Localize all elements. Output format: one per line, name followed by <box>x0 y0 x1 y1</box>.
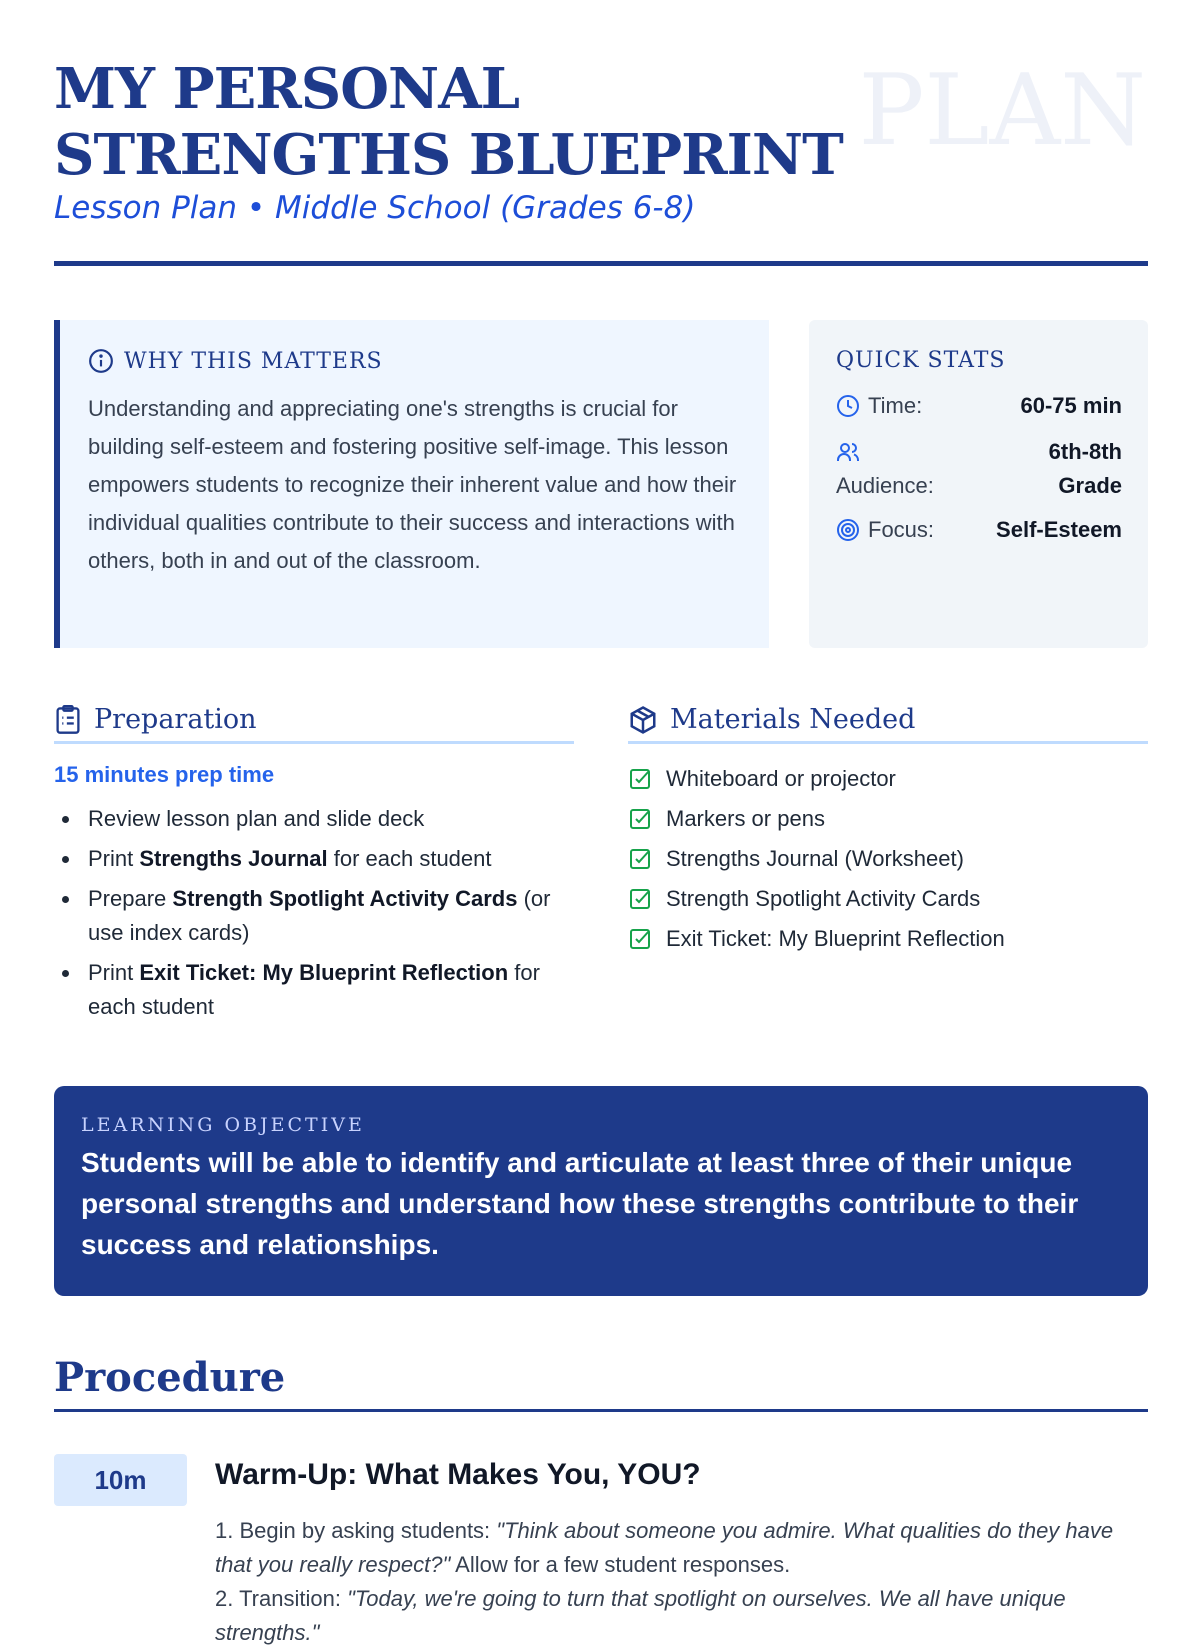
preparation-section <box>54 704 574 1030</box>
watermark: PLAN <box>858 54 1146 168</box>
stat-focus-value: Self-Esteem <box>996 517 1122 542</box>
page-title: MY PERSONAL STRENGTHS BLUEPRINT <box>54 56 843 188</box>
materials-heading <box>628 704 1148 744</box>
procedure-heading: Procedure <box>54 1354 1148 1412</box>
why-this-matters-callout <box>54 320 769 648</box>
list-item: Whiteboard or projector <box>628 762 1148 796</box>
preparation-list <box>54 802 574 1024</box>
materials-section <box>628 704 1148 962</box>
checkbox-icon <box>628 927 652 951</box>
checkbox-icon <box>628 887 652 911</box>
stat-audience-value-line1: 6th-8th <box>1048 439 1122 464</box>
preparation-heading-text: Preparation <box>94 704 257 735</box>
why-heading-text: WHY THIS MATTERS <box>124 348 383 374</box>
stat-focus-label: Focus: <box>868 517 935 542</box>
objective-heading: LEARNING OBJECTIVE <box>81 1114 365 1136</box>
stat-audience-value <box>1049 435 1122 503</box>
learning-objective-banner <box>54 1086 1148 1296</box>
list-item: Exit Ticket: My Blueprint Reflection <box>628 922 1148 956</box>
stats-heading: QUICK STATS <box>836 348 1006 373</box>
users-icon <box>836 435 934 469</box>
objective-text: Students will be able to identify and articulate at least three of their unique personal strengths and understand how these strengths contribute to their success and relationships. <box>81 1147 1079 1260</box>
clock-icon <box>836 394 860 418</box>
package-icon <box>628 705 658 735</box>
target-icon <box>836 518 860 542</box>
list-item: Strength Spotlight Activity Cards <box>628 882 1148 916</box>
list-item: Print Strengths Journal for each student <box>54 842 574 876</box>
materials-list <box>628 762 1148 956</box>
checkbox-icon <box>628 807 652 831</box>
list-item: Print Exit Ticket: My Blueprint Reflection for each student <box>54 956 574 1024</box>
list-item: Strengths Journal (Worksheet) <box>628 842 1148 876</box>
stat-audience <box>836 435 1122 503</box>
why-text: Understanding and appreciating one's strengths is crucial for building self-esteem and fostering positive self-image. This lesson empowers students to recognize their inherent value and how their individual qualities contribute to their success and interactions with others, both in and out of the classroom. <box>88 396 737 573</box>
list-item: Markers or pens <box>628 802 1148 836</box>
list-item: Review lesson plan and slide deck <box>54 802 574 836</box>
stat-time <box>836 389 1122 423</box>
clipboard-icon <box>54 705 82 735</box>
preparation-heading <box>54 704 574 744</box>
checkbox-icon <box>628 847 652 871</box>
why-heading <box>88 348 741 374</box>
stat-time-label: Time: <box>868 393 923 418</box>
checkbox-icon <box>628 767 652 791</box>
stat-focus <box>836 513 1122 547</box>
step-duration-badge: 10m <box>54 1454 187 1506</box>
step-instruction-2: 2. Transition: "Today, we're going to turn that spotlight on ourselves. We all have unique strengths." <box>215 1586 1066 1645</box>
stat-audience-value-line2: Grade <box>1058 473 1122 498</box>
stat-time-value: 60-75 min <box>1020 393 1122 418</box>
materials-heading-text: Materials Needed <box>670 704 916 735</box>
stat-audience-label: Audience: <box>836 473 934 498</box>
step-instruction-1: 1. Begin by asking students: "Think about someone you admire. What qualities do they have that you really respect?" Allow for a few student responses. <box>215 1518 1114 1577</box>
list-item: Prepare Strength Spotlight Activity Cards (or use index cards) <box>54 882 574 950</box>
step-title: Warm-Up: What Makes You, YOU? <box>215 1458 701 1491</box>
lesson-plan-page <box>54 0 1148 1645</box>
header <box>54 56 1148 266</box>
quick-stats-panel <box>809 320 1148 648</box>
info-icon <box>88 348 114 374</box>
page-subtitle: Lesson Plan • Middle School (Grades 6-8) <box>54 190 696 226</box>
prep-time: 15 minutes prep time <box>54 762 275 787</box>
